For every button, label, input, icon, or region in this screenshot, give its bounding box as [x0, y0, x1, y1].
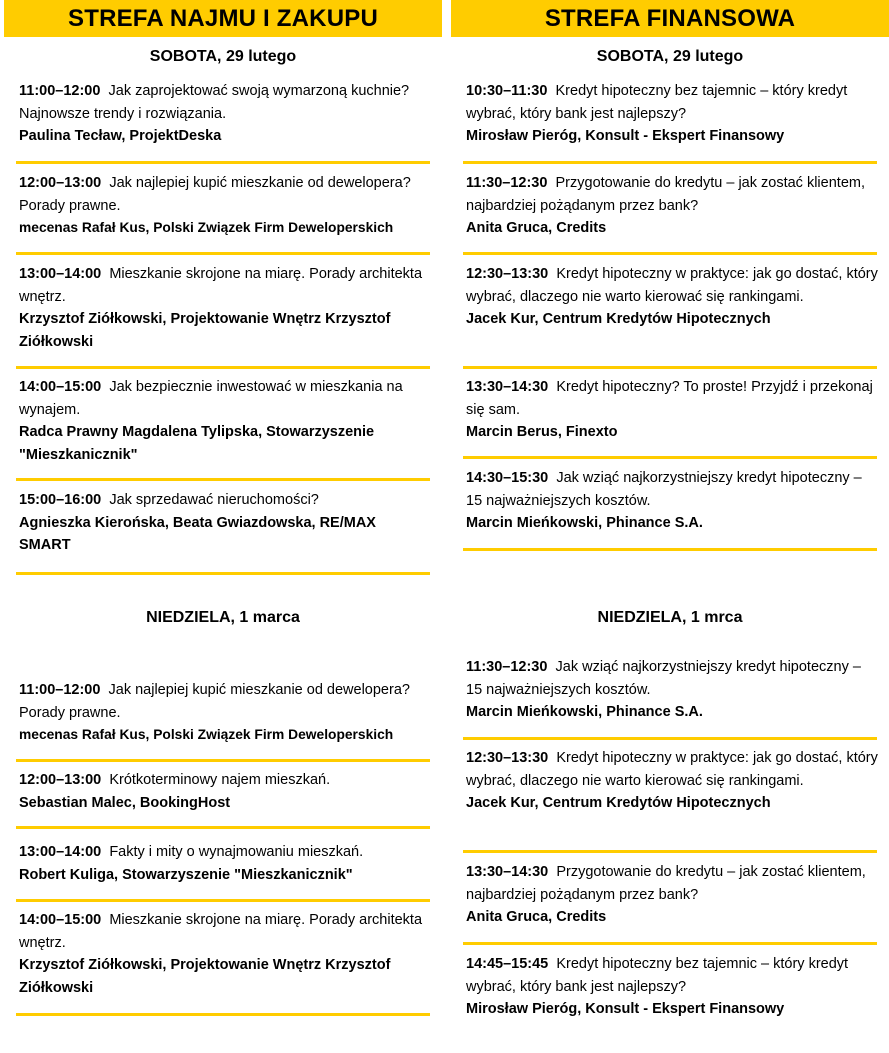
session-time: 14:45–15:45 [466, 956, 549, 972]
session-speaker: Marcin Mieńkowski, Phinance S.A. [466, 515, 703, 531]
separator [463, 456, 877, 459]
session-item [466, 172, 878, 240]
session-time: 14:00–15:00 [19, 912, 102, 928]
zone-title: STREFA FINANSOWA [451, 0, 889, 37]
separator [16, 899, 430, 902]
separator [16, 572, 430, 575]
session-speaker: Anita Gruca, Credits [466, 220, 607, 236]
separator [463, 942, 877, 945]
separator [16, 826, 430, 829]
separator [463, 161, 877, 164]
session-speaker: mecenas Rafał Kus, Polski Związek Firm Deweloperskich [19, 220, 394, 235]
session-time: 13:00–14:00 [19, 844, 102, 860]
session-item [19, 679, 431, 747]
session-item [466, 747, 878, 815]
session-speaker: Mirosław Pieróg, Konsult - Ekspert Finansowy [466, 128, 785, 144]
session-speaker: Mirosław Pieróg, Konsult - Ekspert Finansowy [466, 1001, 785, 1017]
session-speaker: Jacek Kur, Centrum Kredytów Hipotecznych [466, 311, 771, 327]
session-time: 11:00–12:00 [19, 682, 101, 698]
session-title: Kredyt hipoteczny bez tajemnic – który kredyt wybrać, który bank jest najlepszy? [466, 956, 849, 995]
session-title: Jak najlepiej kupić mieszkanie od dewelopera? Porady prawne. [19, 682, 410, 721]
session-speaker: Jacek Kur, Centrum Kredytów Hipotecznych [466, 795, 771, 811]
separator [463, 366, 877, 369]
session-time: 12:00–13:00 [19, 175, 102, 191]
session-item [19, 172, 431, 240]
session-title: Kredyt hipoteczny? To proste! Przyjdź i przekonaj się sam. [466, 379, 873, 418]
session-item [466, 376, 878, 444]
session-speaker: Marcin Mieńkowski, Phinance S.A. [466, 704, 703, 720]
session-title: Przygotowanie do kredytu – jak zostać klientem, najbardziej pożądanym przez bank? [466, 864, 866, 903]
session-item [19, 909, 431, 999]
session-item [19, 376, 431, 466]
session-title: Przygotowanie do kredytu – jak zostać klientem, najbardziej pożądanym przez bank? [466, 175, 865, 214]
session-time: 12:00–13:00 [19, 772, 102, 788]
session-speaker: Robert Kuliga, Stowarzyszenie "Mieszkanicznik" [19, 866, 353, 883]
session-time: 15:00–16:00 [19, 492, 102, 508]
separator [16, 161, 430, 164]
day-header-saturday: SOBOTA, 29 lutego [149, 48, 297, 65]
session-item [19, 841, 431, 886]
session-time: 12:30–13:30 [466, 266, 549, 282]
session-item [19, 80, 431, 148]
separator [463, 548, 877, 551]
session-item [19, 263, 431, 353]
session-speaker: Krzysztof Ziółkowski, Projektowanie Wnętrz Krzysztof Ziółkowski [19, 311, 391, 350]
session-speaker: Paulina Tecław, ProjektDeska [19, 128, 222, 144]
session-speaker: Agnieszka Kierońska, Beata Gwiazdowska, RE/MAX SMART [19, 514, 376, 553]
session-speaker: Marcin Berus, Finexto [466, 424, 618, 440]
session-time: 11:30–12:30 [466, 175, 548, 191]
session-time: 14:00–15:00 [19, 379, 102, 395]
zone-finance [451, 0, 889, 1053]
separator [463, 737, 877, 740]
session-title: Krótkoterminowy najem mieszkań. [109, 772, 331, 788]
session-item [466, 953, 878, 1021]
session-speaker: Sebastian Malec, BookingHost [19, 794, 231, 811]
session-speaker: mecenas Rafał Kus, Polski Związek Firm Deweloperskich [19, 727, 394, 742]
separator [463, 252, 877, 255]
session-item [466, 467, 878, 535]
day-header-sunday: NIEDZIELA, 1 mrca [597, 609, 743, 626]
session-item [466, 263, 878, 331]
session-speaker: Krzysztof Ziółkowski, Projektowanie Wnętrz Krzysztof Ziółkowski [19, 957, 391, 996]
session-time: 11:30–12:30 [466, 659, 548, 675]
session-time: 14:30–15:30 [466, 470, 549, 486]
zone-title: STREFA NAJMU I ZAKUPU [4, 0, 442, 37]
session-item [466, 656, 878, 724]
session-title: Kredyt hipoteczny w praktyce: jak go dostać, który wybrać, dlaczego nie warto kierować się rankingami. [466, 750, 878, 789]
session-speaker: Anita Gruca, Credits [466, 909, 607, 925]
session-title: Kredyt hipoteczny w praktyce: jak go dostać, który wybrać, dlaczego nie warto kierować się rankingami. [466, 266, 878, 305]
session-time: 12:30–13:30 [466, 750, 549, 766]
session-item [466, 861, 878, 929]
separator [463, 850, 877, 853]
session-item [466, 80, 878, 148]
session-title: Jak bezpiecznie inwestować w mieszkania na wynajem. [19, 379, 403, 418]
separator [16, 478, 430, 481]
separator [16, 252, 430, 255]
separator [16, 1013, 430, 1016]
session-title: Jak sprzedawać nieruchomości? [109, 492, 319, 508]
session-title: Mieszkanie skrojone na miarę. Porady architekta wnętrz. [19, 266, 423, 305]
session-time: 11:00–12:00 [19, 83, 101, 99]
session-title: Fakty i mity o wynajmowaniu mieszkań. [109, 844, 364, 860]
session-title: Jak zaprojektować swoją wymarzoną kuchnie? Najnowsze trendy i rozwiązania. [19, 83, 410, 122]
session-time: 13:00–14:00 [19, 266, 102, 282]
separator [16, 366, 430, 369]
session-title: Kredyt hipoteczny bez tajemnic – który kredyt wybrać, który bank jest najlepszy? [466, 83, 848, 122]
session-time: 10:30–11:30 [466, 83, 548, 99]
session-item [19, 489, 431, 557]
day-header-sunday: NIEDZIELA, 1 marca [146, 609, 300, 626]
separator [16, 759, 430, 762]
session-time: 13:30–14:30 [466, 864, 549, 880]
session-time: 13:30–14:30 [466, 379, 549, 395]
session-speaker: Radca Prawny Magdalena Tylipska, Stowarzyszenie "Mieszkanicznik" [19, 424, 375, 463]
session-title: Jak wziąć najkorzystniejszy kredyt hipoteczny – 15 najważniejszych kosztów. [466, 470, 862, 509]
session-title: Jak najlepiej kupić mieszkanie od dewelopera? Porady prawne. [19, 175, 411, 214]
session-title: Mieszkanie skrojone na miarę. Porady architekta wnętrz. [19, 912, 423, 951]
session-title: Jak wziąć najkorzystniejszy kredyt hipoteczny – 15 najważniejszych kosztów. [466, 659, 861, 698]
session-item [19, 769, 431, 814]
zone-rental-purchase [4, 0, 442, 1053]
day-header-saturday: SOBOTA, 29 lutego [596, 48, 744, 65]
